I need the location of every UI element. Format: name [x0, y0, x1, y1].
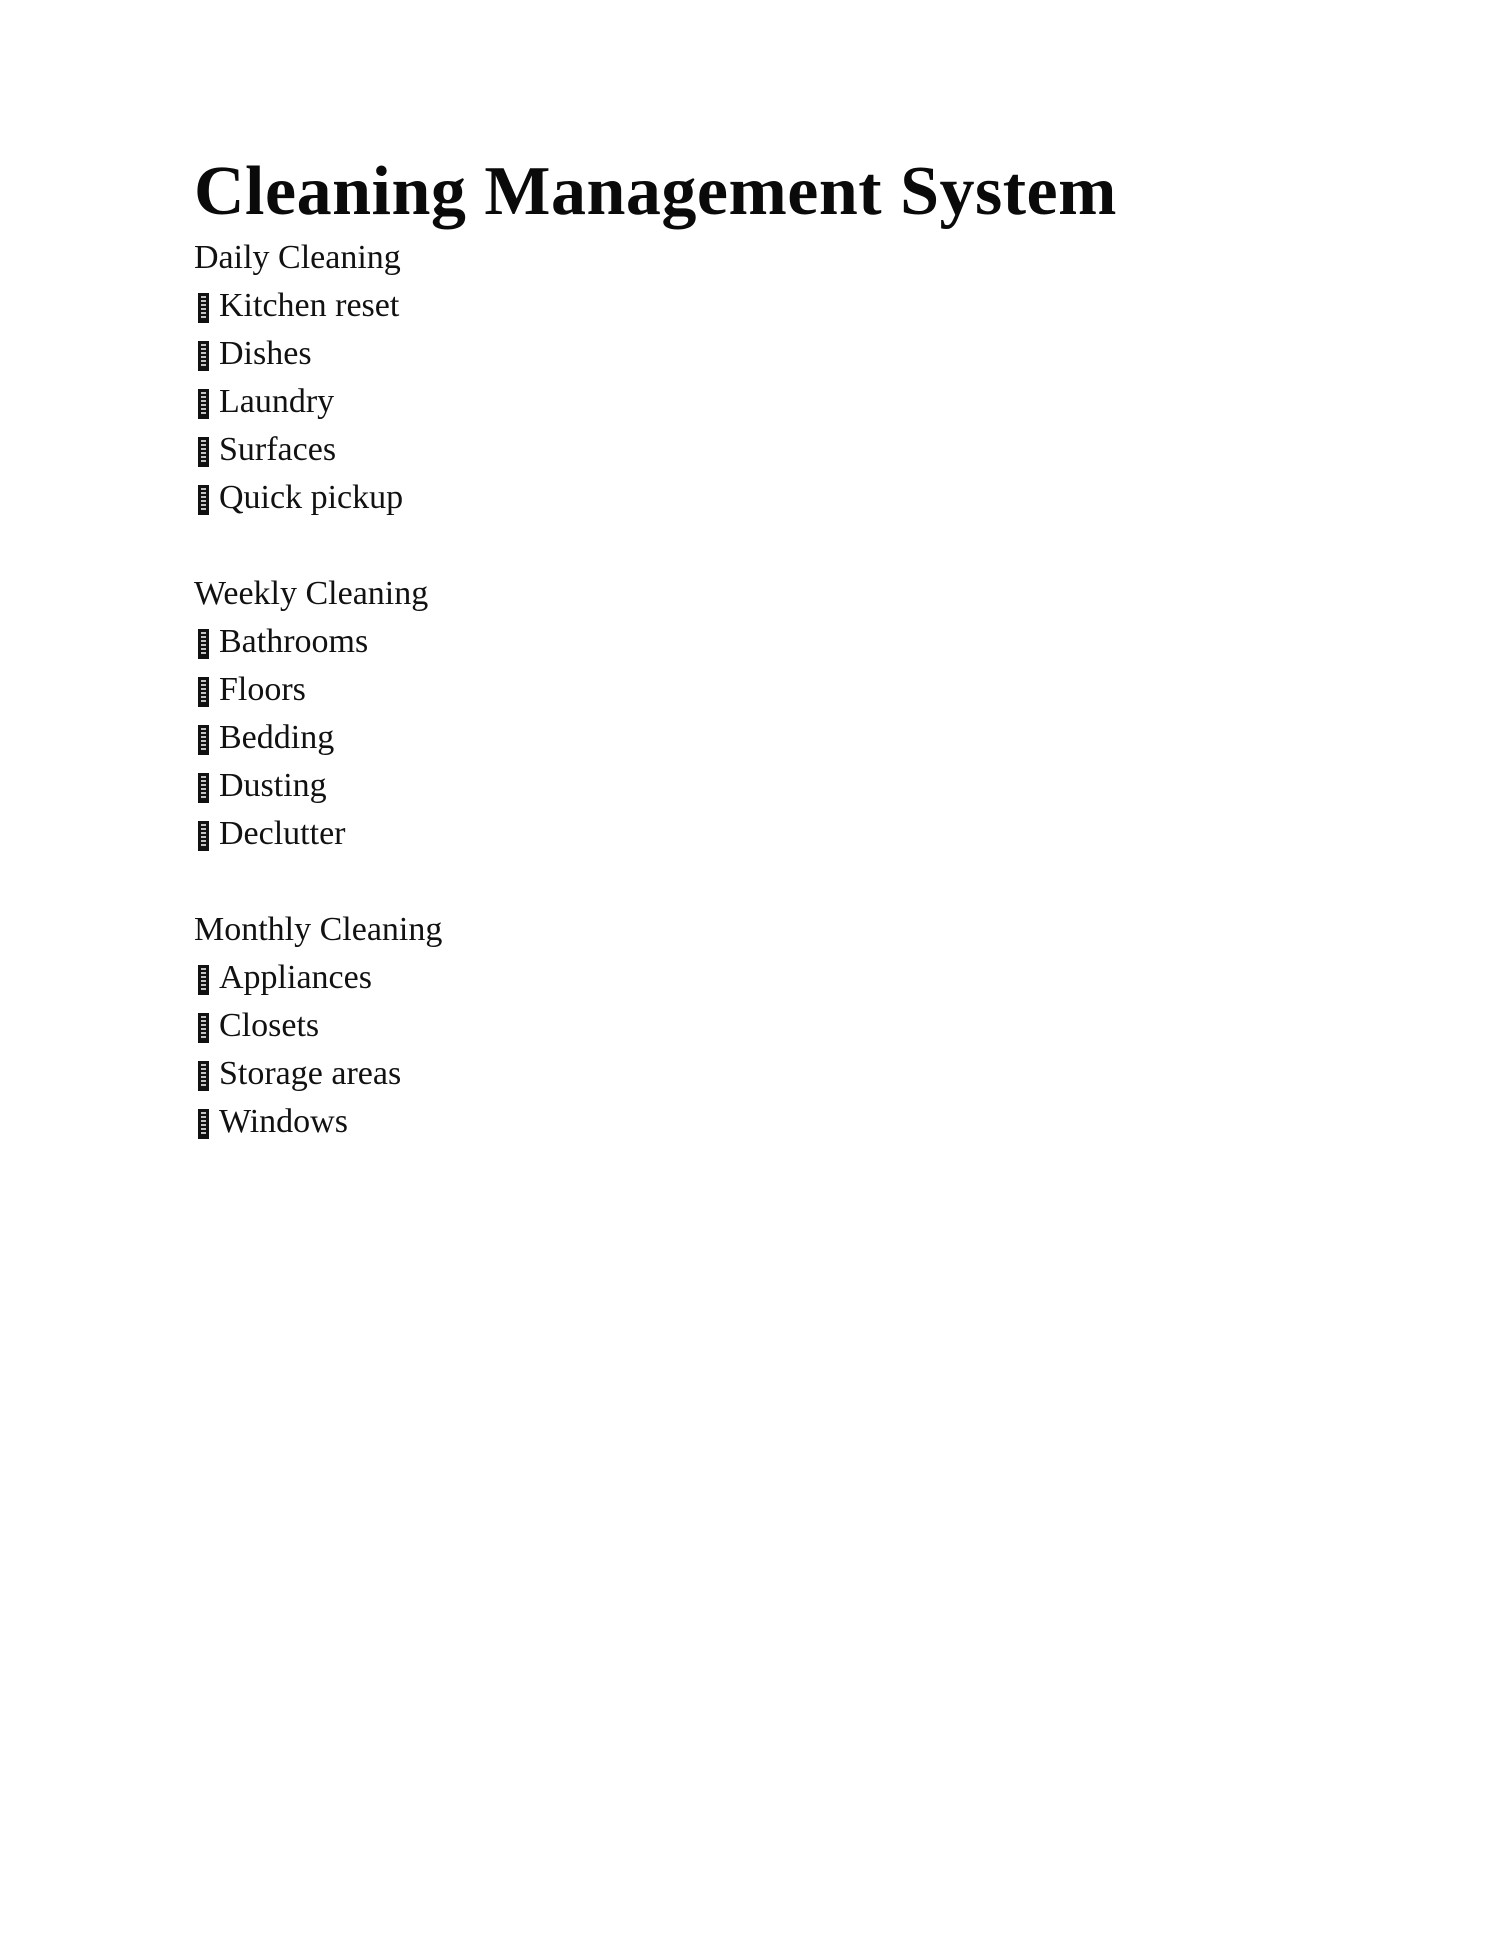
section-heading: Weekly Cleaning: [194, 575, 429, 612]
missing-glyph-icon: [198, 485, 209, 515]
missing-glyph-icon: [198, 773, 209, 803]
list-item: [194, 1098, 1294, 1146]
missing-glyph-icon: [198, 965, 209, 995]
missing-glyph-icon: [198, 1061, 209, 1091]
item-label: Declutter: [219, 815, 346, 852]
missing-glyph-icon: [198, 1013, 209, 1043]
item-label: Dusting: [219, 767, 327, 804]
item-label: Bathrooms: [219, 623, 369, 660]
list-item: [194, 714, 1294, 762]
missing-glyph-icon: [198, 1109, 209, 1139]
section-daily-cleaning: [194, 234, 1294, 522]
list-item: [194, 810, 1294, 858]
item-label: Storage areas: [219, 1055, 402, 1092]
item-label: Kitchen reset: [219, 287, 400, 324]
list-item: [194, 618, 1294, 666]
task-list: [194, 954, 1294, 1146]
item-label: Closets: [219, 1007, 320, 1044]
list-item: [194, 282, 1294, 330]
item-label: Laundry: [219, 383, 335, 420]
list-item: [194, 426, 1294, 474]
list-item: [194, 330, 1294, 378]
item-label: Bedding: [219, 719, 335, 756]
list-item: [194, 954, 1294, 1002]
list-item: [194, 378, 1294, 426]
list-item: [194, 666, 1294, 714]
page-title: Cleaning Management System: [194, 153, 1117, 230]
task-list: [194, 618, 1294, 858]
section-monthly-cleaning: [194, 906, 1294, 1146]
task-list: [194, 282, 1294, 522]
item-label: Floors: [219, 671, 306, 708]
missing-glyph-icon: [198, 725, 209, 755]
item-label: Dishes: [219, 335, 312, 372]
missing-glyph-icon: [198, 389, 209, 419]
item-label: Quick pickup: [219, 479, 404, 516]
document-page: [194, 150, 1294, 1194]
missing-glyph-icon: [198, 293, 209, 323]
list-item: [194, 1002, 1294, 1050]
missing-glyph-icon: [198, 437, 209, 467]
section-weekly-cleaning: [194, 570, 1294, 858]
list-item: [194, 1050, 1294, 1098]
missing-glyph-icon: [198, 629, 209, 659]
list-item: [194, 474, 1294, 522]
missing-glyph-icon: [198, 677, 209, 707]
missing-glyph-icon: [198, 341, 209, 371]
item-label: Appliances: [219, 959, 372, 996]
section-heading: Daily Cleaning: [194, 239, 401, 276]
list-item: [194, 762, 1294, 810]
item-label: Windows: [219, 1103, 348, 1140]
section-heading: Monthly Cleaning: [194, 911, 443, 948]
item-label: Surfaces: [219, 431, 337, 468]
missing-glyph-icon: [198, 821, 209, 851]
